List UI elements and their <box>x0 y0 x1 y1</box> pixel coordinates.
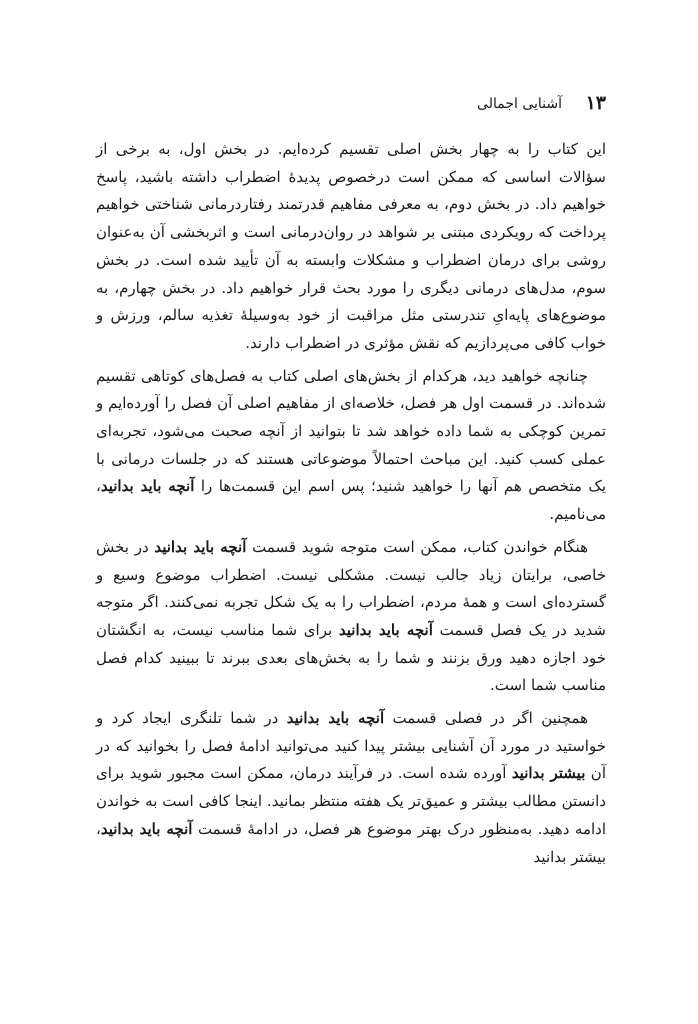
bold-term: آنچه باید بدانید <box>338 620 433 639</box>
paragraph-text: ، بیشتر بدانید <box>96 819 606 866</box>
bold-term: آنچه باید بدانید <box>154 537 247 556</box>
paragraph-4 <box>96 705 606 871</box>
paragraph-text: در شما تلنگری ایجاد کرد و خواستید در مورد آن آشنایی بیشتر پیدا کنید می‌توانید ادامهٔ فصل را بخوانید که در آن <box>96 709 606 783</box>
paragraph-text: هنگام خواندن کتاب، ممکن است متوجه شوید قسمت <box>246 537 588 556</box>
page-number: ۱۳ <box>585 92 606 114</box>
chapter-title: آشنایی اجمالی <box>477 96 562 112</box>
paragraph-text: برای شما مناسب نیست، به انگشتان خود اجازه دهید ورق بزنند و شما را به بخش‌های بعدی ببرند تا ببینید کدام فصل مناسب شما است. <box>96 620 606 695</box>
paragraph-text: در بخش خاصی، برایتان زیاد جالب نیست. مشکلی نیست. اضطراب موضوع وسیع و گسترده‌ای است و همهٔ مردم، اضطراب را به یک شکل تجربه نمی‌کنند. اگر متوجه شدید در یک فصل قسمت <box>96 537 606 639</box>
paragraph-text: این کتاب را به چهار بخش اصلی تقسیم کرده‌ایم. در بخش اول، به برخی از سؤالات اساسی که ممکن است درخصوص پدیدهٔ اضطراب داشته باشید، پاسخ خواهیم داد. در بخش دوم، به معرفی مفاهیم قدرتمند رفتاردرمانی شناختی خواهیم پرداخت که رویکردی مبتنی بر شواهد در روان‌درمانی است و اثربخشی آن به‌عنوان روشی برای درمان اضطراب و مشکلات وابسته به آن تأیید شده است. در بخش سوم، مدل‌های درمانی دیگری را مورد بحث قرار خواهیم داد. در بخش چهارم، به موضوع‌های پایه‌ایِ تندرستی مثل مراقبت از خود به‌وسیلهٔ تغذیه سالم، ورزش و خواب کافی می‌پردازیم که نقش مؤثری در اضطراب دارند. <box>96 140 606 352</box>
paragraph-2 <box>96 363 606 529</box>
paragraph-3 <box>96 534 606 700</box>
bold-term: آنچه باید بدانید <box>100 819 193 838</box>
bold-term: آنچه باید بدانید <box>286 709 385 728</box>
paragraph-text: چنانچه خواهید دید، هرکدام از بخش‌های اصلی کتاب به فصل‌های کوتاهی تقسیم شده‌اند. در قسمت اول هر فصل، خلاصه‌ای از مفاهیم اصلی آن فصل را آورده‌ایم و تمرین کوچکی به شما داده خواهد شد تا بتوانید از آنچه صحبت می‌شود، تجربه‌ای عملی کسب کنید. این مباحث احتمالاً موضوعاتی هستند که در جلسات درمانی با یک متخصص هم آنها را خواهید شنید؛ پس اسم این قسمت‌ها را <box>96 366 606 496</box>
bold-term: بیشتر بدانید <box>511 764 586 783</box>
body-text <box>96 136 606 876</box>
bold-term: آنچه باید بدانید <box>100 477 195 496</box>
running-header <box>96 88 606 118</box>
paragraph-1 <box>96 136 606 358</box>
paragraph-text: همچنین اگر در فصلی قسمت <box>384 709 588 728</box>
paragraph-text: آورده شده است. در فرآیند درمان، ممکن است مجبور شوید برای دانستن مطالب بیشتر و عمیق‌تر یک هفته منتظر بمانید. اینجا کافی است به خواندن ادامه دهید. به‌منظور درک بهتر موضوع هر فصل، در ادامهٔ قسمت <box>96 764 606 838</box>
paragraph-text: ، می‌نامیم. <box>96 477 606 524</box>
